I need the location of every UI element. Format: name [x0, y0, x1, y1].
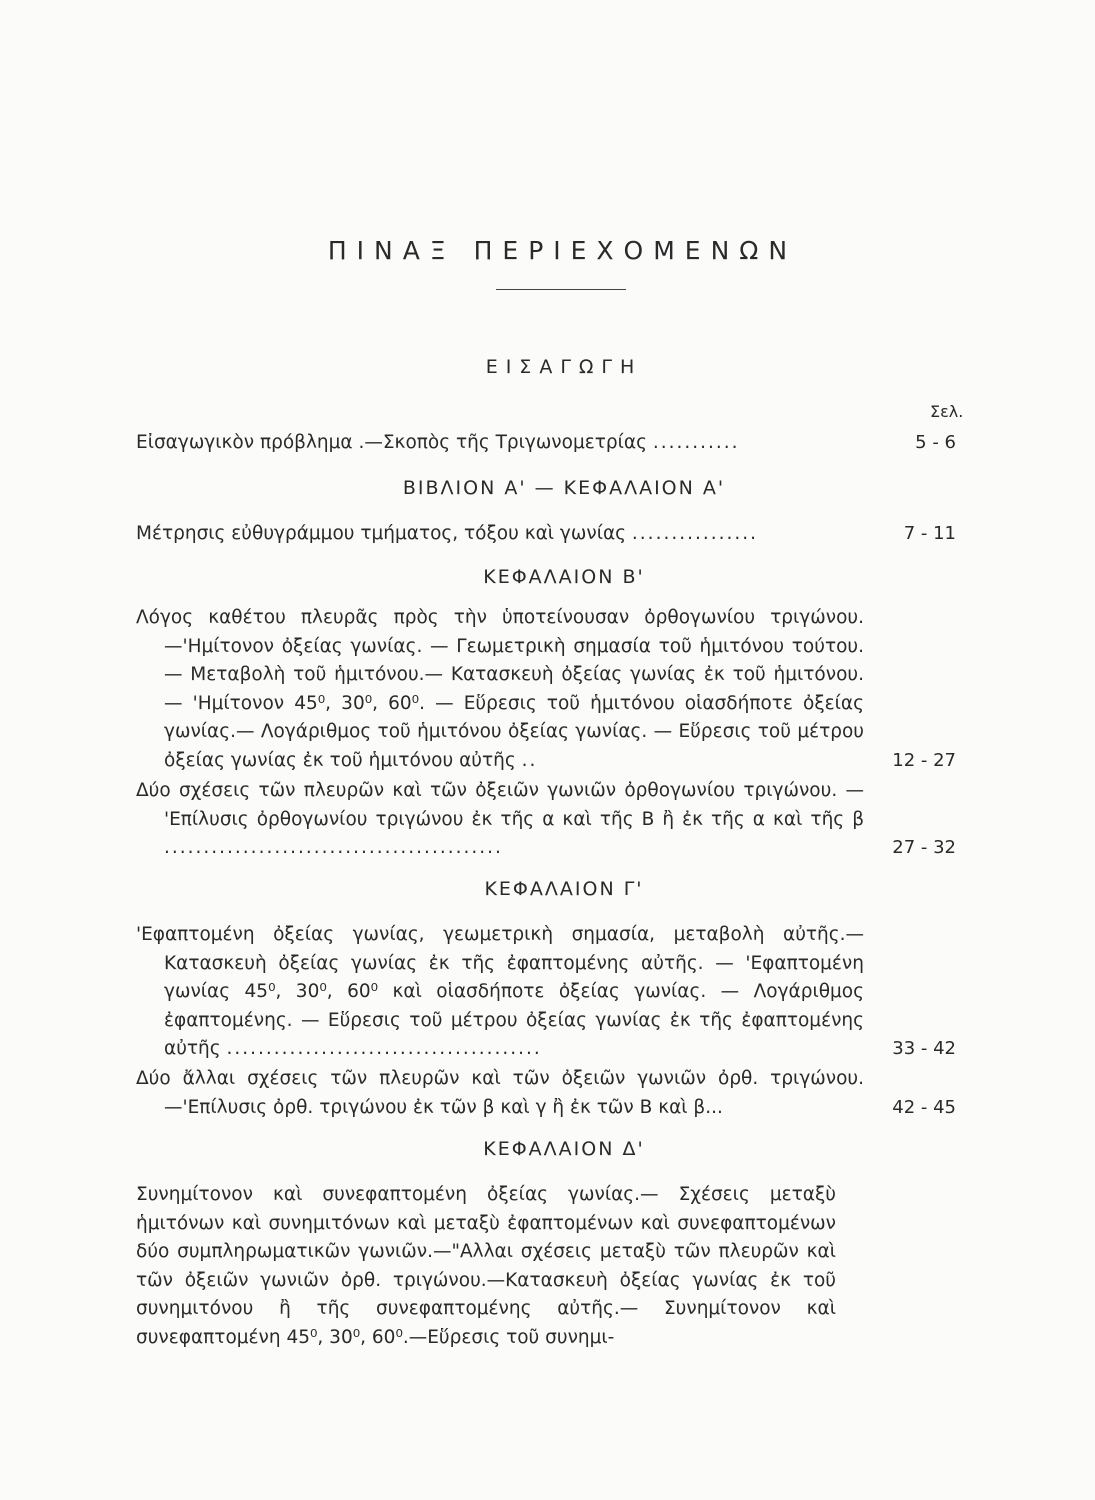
toc-entry[interactable]	[136, 1181, 956, 1352]
section-heading-introduction: ΕΙΣΑΓΩΓΗ	[485, 356, 643, 378]
title-underline	[496, 289, 626, 290]
page-range: 33 - 42	[892, 1038, 956, 1059]
page-range: 12 - 27	[892, 749, 956, 771]
entry-text: Δύο σχέσεις τῶν πλευρῶν καὶ τῶν ὀξειῶν γωνιῶν ὀρθογωνίου τριγώνου. — 'Επίλυσις ὀρθογωνίου τριγώνου ἐκ τῆς α καὶ τῆς Β ἢ ἐκ τῆς α καὶ τῆς β	[136, 780, 864, 830]
toc-entry[interactable]	[136, 777, 956, 863]
dot-leader: ..	[521, 749, 538, 771]
dot-leader: ...........................................	[164, 837, 503, 858]
toc-entry[interactable]	[136, 921, 956, 1064]
page-range: 7 - 11	[903, 523, 956, 544]
toc-entry[interactable]	[136, 429, 956, 458]
entry-text: Λόγος καθέτου πλευρᾶς πρὸς τὴν ὑποτείνουσαν ὀρθογωνίου τριγώνου. —'Ημίτονον ὀξείας γωνίας. — Γεωμετρικὴ σημασία τοῦ ἡμιτόνου τούτου.— Μεταβολὴ τοῦ ἡμιτόνου.— Κατασκευὴ ὀξείας γωνίας ἐκ τοῦ ἡμιτόνου.— 'Ημίτονον 45⁰, 30⁰, 60⁰. — Εὕρεσις τοῦ ἡμιτόνου οἱασδήποτε ὀξείας γωνίας.— Λογάριθμος τοῦ ἡμιτόνου ὀξείας γωνίας. — Εὕρεσις τοῦ μέτρου ὀξείας γωνίας ἐκ τοῦ ἡμιτόνου αὐτῆς	[136, 607, 864, 771]
section-heading-chapter-d: ΚΕΦΑΛΑΙΟΝ Δ'	[483, 1138, 645, 1160]
page-range: 42 - 45	[892, 1096, 956, 1118]
page-range: 27 - 32	[892, 837, 956, 858]
dot-leader: ...........	[652, 432, 740, 453]
page-column-label: Σελ.	[930, 402, 964, 421]
entry-text: Δύο ἄλλαι σχέσεις τῶν πλευρῶν καὶ τῶν ὀξειῶν γωνιῶν ὀρθ. τριγώνου. —'Επίλυσις ὀρθ. τριγώνου ἐκ τῶν β καὶ γ ἢ ἐκ τῶν Β καὶ β...	[136, 1068, 864, 1118]
entry-text: Συνημίτονον καὶ συνεφαπτομένη ὀξείας γωνίας.— Σχέσεις μεταξὺ ἡμιτόνων καὶ συνημιτόνων καὶ μεταξὺ ἐφαπτομένων καὶ συνεφαπτομένων δύο συμπληρωματικῶν γωνιῶν.—"Αλλαι σχέσεις μεταξὺ τῶν πλευρῶν καὶ τῶν ὀξειῶν γωνιῶν ὀρθ. τριγώνου.—Κατασκευὴ ὀξείας γωνίας ἐκ τοῦ συνημιτόνου ἢ τῆς συνεφαπτομένης αὐτῆς.— Συνημίτονον καὶ συνεφαπτομένη 45⁰, 30⁰, 60⁰.—Εὕρεσις τοῦ συνημι-	[136, 1184, 836, 1348]
dot-leader: ................	[631, 523, 759, 544]
section-heading-chapter-c: ΚΕΦΑΛΑΙΟΝ Γ'	[484, 878, 644, 900]
dot-leader: ........................................	[226, 1038, 542, 1059]
page-range: 5 - 6	[915, 432, 956, 453]
toc-entry[interactable]	[136, 520, 956, 549]
entry-text: Μέτρησις εὐθυγράμμου τμήματος, τόξου καὶ γωνίας	[136, 523, 627, 544]
entry-text: Εἰσαγωγικὸν πρόβλημα .—Σκοπὸς τῆς Τριγωνομετρίας	[136, 432, 647, 453]
toc-entry[interactable]	[136, 604, 956, 775]
section-heading-chapter-b: ΚΕΦΑΛΑΙΟΝ Β'	[483, 566, 645, 588]
toc-entry[interactable]	[136, 1065, 956, 1122]
section-heading-chapter-a: ΒΙΒΛΙΟΝ Α' — ΚΕΦΑΛΑΙΟΝ Α'	[402, 477, 726, 499]
page-title: ΠΙΝΑΞ ΠΕΡΙΕΧΟΜΕΝΩΝ	[327, 236, 798, 265]
entry-text: 'Εφαπτομένη ὀξείας γωνίας, γεωμετρικὴ σημασία, μεταβολὴ αὐτῆς.— Κατασκευὴ ὀξείας γωνίας ἐκ τῆς ἐφαπτομένης αὐτῆς. — 'Εφαπτομένη γωνίας 45⁰, 30⁰, 60⁰ καὶ οἱασδήποτε ὀξείας γωνίας. — Λογάριθμος ἐφαπτομένης. — Εὕρεσις τοῦ μέτρου ὀξείας γωνίας ἐκ τῆς ἐφαπτομένης αὐτῆς	[136, 924, 864, 1059]
